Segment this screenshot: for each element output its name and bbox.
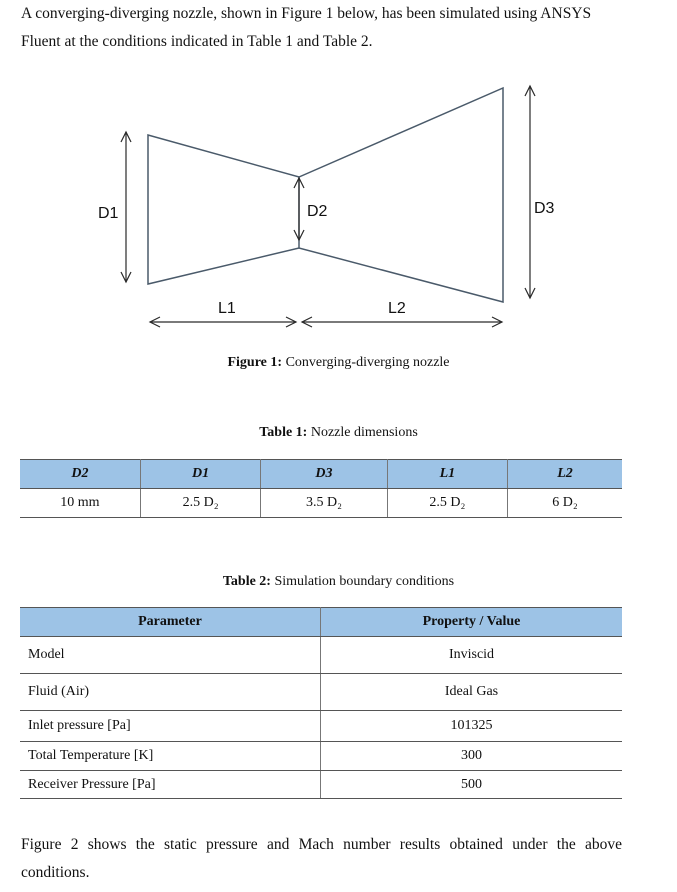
parameter-cell: Total Temperature [K]	[20, 742, 321, 771]
header-l1: L1	[387, 460, 507, 489]
table-row	[20, 711, 622, 742]
value-cell: Ideal Gas	[321, 674, 623, 711]
value-cell: 500	[321, 771, 623, 799]
value-l1: 2.5 D₂	[387, 489, 507, 518]
header-d3: D3	[261, 460, 387, 489]
l1-dimension-arrow	[150, 317, 296, 327]
l1-label: L1	[218, 300, 236, 317]
table-row	[20, 637, 622, 674]
nozzle-outline	[148, 88, 503, 302]
parameter-cell: Receiver Pressure [Pa]	[20, 771, 321, 799]
header-property-value: Property / Value	[321, 608, 623, 637]
nozzle-dimensions-table	[20, 459, 622, 518]
table-header-row	[20, 608, 622, 637]
parameter-cell: Fluid (Air)	[20, 674, 321, 711]
table-row	[20, 489, 622, 518]
header-d2: D2	[20, 460, 140, 489]
boundary-conditions-table	[20, 607, 622, 799]
table-row	[20, 771, 622, 799]
l2-dimension-arrow	[302, 317, 502, 327]
value-d3: 3.5 D₂	[261, 489, 387, 518]
nozzle-figure	[0, 70, 677, 340]
value-cell: Inviscid	[321, 637, 623, 674]
d3-label: D3	[534, 200, 555, 217]
d1-label: D1	[98, 205, 119, 222]
header-l2: L2	[508, 460, 622, 489]
value-cell: 300	[321, 742, 623, 771]
table-2-caption: Table 2: Simulation boundary conditions	[222, 574, 455, 589]
d1-dimension-arrow	[121, 132, 131, 282]
intro-paragraph: A converging-diverging nozzle, shown in Figure 1 below, has been simulated using ANSYS Fluent at the conditions indicated in Table 1 and Table 2.	[21, 5, 592, 50]
table-row	[20, 742, 622, 771]
header-d1: D1	[140, 460, 260, 489]
table-row	[20, 674, 622, 711]
l2-label: L2	[388, 300, 406, 317]
value-d1: 2.5 D₂	[140, 489, 260, 518]
d3-dimension-arrow	[525, 86, 535, 298]
table-header-row	[20, 460, 622, 489]
parameter-cell: Model	[20, 637, 321, 674]
value-l2: 6 D₂	[508, 489, 622, 518]
table-1-caption: Table 1: Nozzle dimensions	[259, 425, 418, 440]
d2-dimension-arrow	[294, 178, 304, 240]
value-cell: 101325	[321, 711, 623, 742]
d2-label: D2	[307, 203, 328, 220]
header-parameter: Parameter	[20, 608, 321, 637]
figure-1-caption: Figure 1: Converging-diverging nozzle	[227, 355, 450, 370]
outro-paragraph: Figure 2 shows the static pressure and Mach number results obtained under the above conditions.	[21, 836, 622, 881]
value-d2: 10 mm	[20, 489, 140, 518]
parameter-cell: Inlet pressure [Pa]	[20, 711, 321, 742]
